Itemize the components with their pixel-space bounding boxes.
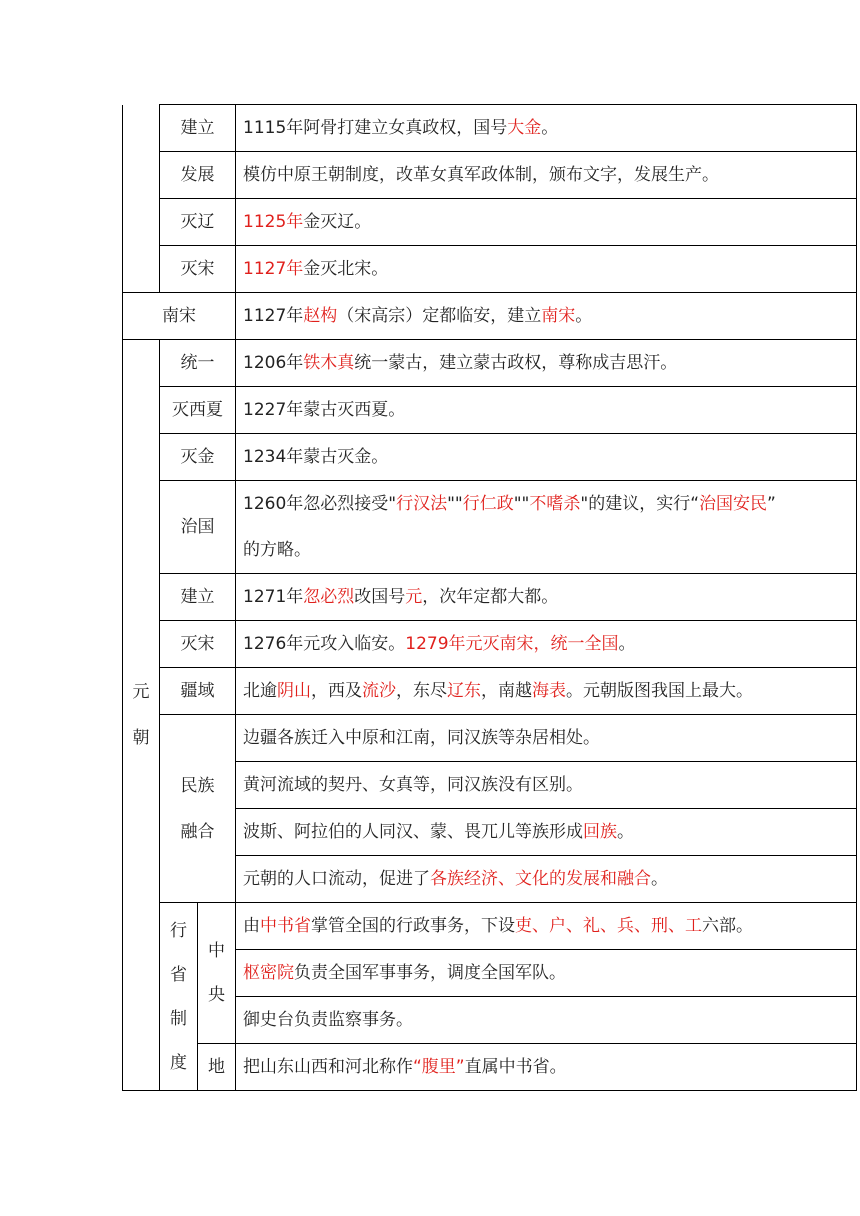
row-content: [236, 997, 857, 1044]
central-label-char: 央: [208, 985, 225, 1005]
jin-row-2: [123, 199, 857, 246]
row-content: [236, 246, 857, 293]
text-run: 直属中书省。: [464, 1057, 567, 1077]
yuan-row-4: [123, 574, 857, 621]
highlighted-text: 赵构: [303, 306, 338, 326]
province-label-char: 省: [170, 964, 187, 985]
highlighted-text: 1125年: [243, 212, 304, 232]
row-label: 建立: [160, 574, 236, 621]
text-run: 负责全国军事事务，调度全国军队。: [294, 963, 566, 983]
text-run: 1234年蒙古灭金。: [243, 447, 389, 467]
text-run: 掌管全国的行政事务，下设: [311, 916, 515, 936]
row-label: 统一: [160, 340, 236, 387]
row-label: 疆域: [160, 668, 236, 715]
local-label: 地: [198, 1044, 236, 1091]
highlighted-text: 阴山: [277, 681, 311, 701]
row-content: [236, 762, 857, 809]
dynasty-char: 元: [132, 682, 150, 702]
highlighted-text: “腹里”: [413, 1057, 465, 1077]
highlighted-text: 忽必烈: [303, 587, 355, 607]
row-content: [236, 387, 857, 434]
highlighted-text: 治国安民: [699, 494, 768, 514]
row-label: 灭宋: [160, 246, 236, 293]
text-run: 元朝的人口流动，促进了: [243, 869, 430, 889]
highlighted-text: 1127年: [243, 259, 304, 279]
text-run: 。: [651, 869, 668, 889]
ethnic-label: [160, 715, 236, 903]
central-label: [198, 903, 236, 1044]
province-label-char: 制: [170, 1008, 187, 1029]
text-run: 模仿中原王朝制度，改革女真军政体制，颁布文字，发展生产。: [243, 165, 719, 185]
highlighted-text: 枢密院: [243, 963, 294, 983]
highlighted-text: 中书省: [260, 916, 311, 936]
text-run: 御史台负责监察事务。: [243, 1010, 413, 1030]
row-content: [236, 809, 857, 856]
row-content: [236, 668, 857, 715]
text-run: 波斯、阿拉伯的人同汉、蒙、畏兀儿等族形成: [243, 822, 583, 842]
highlighted-text: 吏、户、礼、兵、刑、工: [515, 916, 702, 936]
highlighted-text: 南宋: [541, 306, 576, 326]
nansong-content: [236, 293, 857, 340]
jin-row-3: [123, 246, 857, 293]
highlighted-text: 大金: [507, 118, 542, 138]
row-label: 灭金: [160, 434, 236, 481]
text-run: 。: [541, 118, 559, 138]
history-table-page: [122, 104, 857, 1091]
row-content: [236, 950, 857, 997]
text-run: 的方略。: [243, 540, 311, 560]
text-run: 金灭辽。: [303, 212, 372, 232]
row-content: [236, 434, 857, 481]
row-content-line: [243, 481, 856, 527]
text-run: 。: [617, 822, 634, 842]
history-summary-table: [122, 104, 857, 1091]
text-run: 1271年: [243, 587, 304, 607]
yuan-row-1: [123, 387, 857, 434]
row-content: [236, 715, 857, 762]
row-content: [236, 621, 857, 668]
ethnic-label-line: 民族: [180, 775, 215, 796]
highlighted-text: 元: [405, 587, 423, 607]
text-run: 改国号: [354, 587, 406, 607]
text-run: 1115年阿骨打建立女真政权，国号: [243, 118, 508, 138]
province-label-char: 行: [170, 920, 187, 941]
highlighted-text: 行仁政: [462, 494, 514, 514]
ethnic-row-0: [123, 715, 857, 762]
jin-row-0: [123, 105, 857, 152]
row-content: [236, 856, 857, 903]
jin-dynasty-cell: [123, 105, 160, 293]
ethnic-label-line: 融合: [180, 821, 215, 842]
yuan-row-2: [123, 434, 857, 481]
text-run: 由: [243, 916, 260, 936]
text-run: 1260年忽必烈接受": [243, 494, 397, 514]
text-run: 北逾: [243, 681, 277, 701]
text-run: ，西及: [311, 681, 362, 701]
yuan-row-3: [123, 481, 857, 574]
row-content: [236, 340, 857, 387]
row-label: 灭辽: [160, 199, 236, 246]
row-label: 建立: [160, 105, 236, 152]
text-run: 1127年: [243, 306, 304, 326]
nansong-label: 南宋: [123, 293, 236, 340]
text-run: "的建议，实行“: [580, 494, 700, 514]
province-row-0: [123, 903, 857, 950]
province-label-char: 度: [170, 1052, 187, 1073]
text-run: 1227年蒙古灭西夏。: [243, 400, 406, 420]
row-label: 灭西夏: [160, 387, 236, 434]
yuan-row-5: [123, 621, 857, 668]
province-label: [160, 903, 198, 1091]
text-run: ，东尽: [396, 681, 447, 701]
text-run: 。: [575, 306, 593, 326]
highlighted-text: 海表: [532, 681, 566, 701]
row-label: 发展: [160, 152, 236, 199]
text-run: 边疆各族迁入中原和江南，同汉族等杂居相处。: [243, 728, 600, 748]
text-run: 金灭北宋。: [303, 259, 389, 279]
row-label: 治国: [160, 481, 236, 574]
nansong-row: [123, 293, 857, 340]
row-content: [236, 574, 857, 621]
text-run: "": [513, 494, 530, 514]
central-label-char: 中: [208, 941, 225, 961]
highlighted-text: 回族: [583, 822, 617, 842]
text-run: 把山东山西和河北称作: [243, 1057, 413, 1077]
text-run: ，次年定都大都。: [422, 587, 559, 607]
highlighted-text: 铁木真: [303, 353, 355, 373]
text-run: 。元朝版图我国上最大。: [566, 681, 753, 701]
text-run: （宋高宗）定都临安，建立: [337, 306, 542, 326]
highlighted-text: 1279年元灭南宋，统一全国: [405, 634, 619, 654]
row-content: [236, 903, 857, 950]
row-content: [236, 105, 857, 152]
text-run: "": [447, 494, 463, 514]
highlighted-text: 流沙: [362, 681, 396, 701]
row-label: 灭宋: [160, 621, 236, 668]
row-content: [236, 152, 857, 199]
row-content: [236, 481, 857, 574]
highlighted-text: 辽东: [447, 681, 481, 701]
highlighted-text: 各族经济、文化的发展和融合: [430, 869, 651, 889]
province-row-3: [123, 1044, 857, 1091]
text-run: 统一蒙古，建立蒙古政权，尊称成吉思汗。: [354, 353, 678, 373]
row-content: [236, 1044, 857, 1091]
text-run: 六部。: [702, 916, 753, 936]
text-run: 。: [618, 634, 636, 654]
yuan-dynasty-label: [123, 340, 160, 1091]
text-run: ”: [767, 494, 776, 514]
yuan-row-6: [123, 668, 857, 715]
text-run: 黄河流域的契丹、女真等，同汉族没有区别。: [243, 775, 583, 795]
text-run: 1206年: [243, 353, 304, 373]
yuan-row-0: [123, 340, 857, 387]
text-run: ，南越: [481, 681, 532, 701]
text-run: 1276年元攻入临安。: [243, 634, 406, 654]
highlighted-text: 不嗜杀: [529, 494, 581, 514]
row-content: [236, 199, 857, 246]
highlighted-text: 行汉法: [396, 494, 448, 514]
jin-row-1: [123, 152, 857, 199]
row-content-line: [243, 527, 856, 573]
dynasty-char: 朝: [132, 728, 150, 748]
